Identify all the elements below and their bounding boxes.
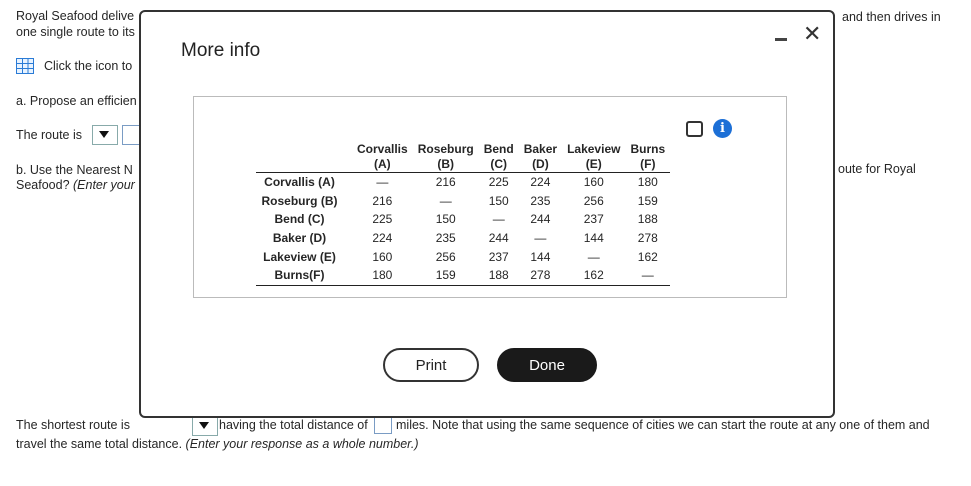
dialog-title: More info (181, 40, 261, 61)
table-cell: 188 (479, 266, 519, 285)
column-header-name: Lakeview (567, 142, 621, 156)
row-label: Lakeview (E) (263, 249, 336, 264)
print-button[interactable]: Print (383, 348, 479, 382)
corner-header (256, 157, 352, 173)
table-row (256, 247, 670, 266)
problem-text-line2: one single route to its (16, 25, 135, 39)
corner-header (256, 142, 352, 157)
miles-note-text: miles. Note that using the same sequence of cities we can start the route at any one of them and (396, 418, 930, 432)
table-cell: 224 (530, 175, 551, 190)
total-distance-label: having the total distance of (219, 418, 368, 432)
table-cell: — (587, 249, 600, 264)
table-cell: 150 (488, 193, 509, 208)
table-row (256, 229, 670, 248)
distance-table-panel (193, 96, 787, 298)
table-cell: 278 (637, 231, 658, 246)
table-row (256, 173, 670, 192)
table-cell: 160 (583, 175, 604, 190)
table-cell: 237 (488, 249, 509, 264)
row-label: Corvallis (A) (264, 175, 335, 190)
table-cell: 144 (583, 231, 604, 246)
table-cell: 237 (583, 212, 604, 227)
column-header-code: (D) (519, 157, 562, 173)
problem-text-line1-right: and then drives in (842, 10, 941, 24)
column-header-name: Baker (523, 142, 558, 156)
table-cell: 216 (435, 175, 456, 190)
table-cell: 160 (372, 249, 393, 264)
table-cell: 256 (583, 193, 604, 208)
column-header-code: (F) (625, 157, 670, 173)
column-header-code: (A) (352, 157, 413, 173)
table-cell: 188 (637, 212, 658, 227)
shortest-route-label: The shortest route is (16, 418, 130, 432)
table-cell: 235 (435, 231, 456, 246)
part-a-text: a. Propose an efficien (16, 94, 137, 108)
more-info-dialog (139, 10, 835, 418)
table-cell: 144 (530, 249, 551, 264)
column-header-name: Corvallis (357, 142, 408, 156)
table-cell: 150 (435, 212, 456, 227)
copy-icon[interactable] (686, 121, 703, 137)
table-cell: — (625, 266, 670, 285)
route-input-1[interactable] (122, 125, 140, 145)
column-header-name: Bend (483, 142, 514, 156)
distance-table (256, 142, 670, 286)
table-cell: 159 (637, 193, 658, 208)
table-cell: — (376, 175, 389, 190)
part-b-text-right: oute for Royal (838, 162, 916, 176)
column-header-name: Roseburg (417, 142, 474, 156)
table-row (256, 266, 670, 285)
minimize-icon[interactable] (775, 38, 787, 41)
table-cell: 162 (562, 266, 625, 285)
table-cell: 180 (352, 266, 413, 285)
column-header-name: Burns (630, 142, 666, 156)
table-row (256, 210, 670, 229)
table-row (256, 192, 670, 211)
row-label: Baker (D) (272, 231, 327, 246)
table-cell: 216 (372, 193, 393, 208)
click-icon-text: Click the icon to (44, 59, 133, 73)
table-cell: 180 (637, 175, 658, 190)
part-b-text-line2: Seafood? (Enter your (16, 178, 135, 192)
row-label: Burns(F) (256, 266, 352, 285)
table-cell: 162 (637, 249, 658, 264)
table-cell: — (534, 231, 547, 246)
table-cell: 225 (488, 175, 509, 190)
table-cell: — (492, 212, 505, 227)
table-cell: 244 (530, 212, 551, 227)
done-button[interactable]: Done (497, 348, 597, 382)
table-cell: — (439, 193, 452, 208)
shortest-route-dropdown[interactable] (192, 416, 218, 436)
table-cell: 225 (372, 212, 393, 227)
table-cell: 278 (519, 266, 562, 285)
table-cell: 159 (413, 266, 479, 285)
table-cell: 235 (530, 193, 551, 208)
row-label: Roseburg (B) (261, 193, 338, 208)
table-cell: 256 (435, 249, 456, 264)
part-b-text-line1: b. Use the Nearest N (16, 163, 133, 177)
route-is-label: The route is (16, 128, 83, 142)
row-label: Bend (C) (274, 212, 325, 227)
whole-number-hint: travel the same total distance. (Enter your response as a whole number.) (16, 437, 419, 451)
table-cell: 244 (488, 231, 509, 246)
total-distance-input[interactable] (374, 416, 392, 434)
route-dropdown-1[interactable] (92, 125, 118, 145)
close-icon[interactable]: ✕ (803, 21, 822, 46)
column-header-code: (C) (479, 157, 519, 173)
problem-text-line1: Royal Seafood delive (16, 9, 135, 23)
column-header-code: (E) (562, 157, 625, 173)
table-grid-icon[interactable] (16, 58, 34, 74)
table-cell: 224 (372, 231, 393, 246)
column-header-code: (B) (413, 157, 479, 173)
info-icon[interactable]: i (713, 119, 732, 138)
